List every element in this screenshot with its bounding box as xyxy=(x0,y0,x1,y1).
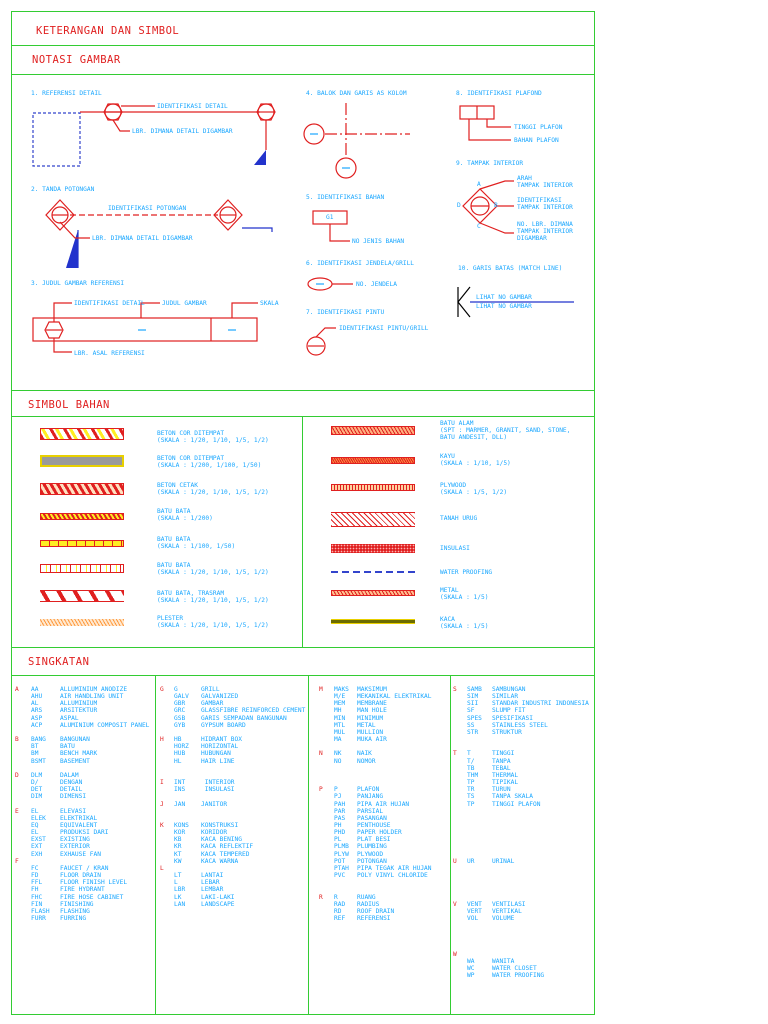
bahan-left-scale: (SKALA : 1/200) xyxy=(157,515,213,522)
singkatan-col3-letters: M N P R xyxy=(319,686,323,901)
bahan-left-name: BATU BATA xyxy=(157,562,191,569)
swatch-plywood xyxy=(331,484,415,491)
match-line-symbol xyxy=(458,287,574,317)
bahan-right-name: PLYWOOD xyxy=(440,482,467,489)
singkatan-col3-codes: MAKS M/E MEM MH MIN MTL MUL MA NK NO P PJ PAH PAR PAS PH PHD PL PLMB PLYW POT PTAH PVC R RAD RD REF xyxy=(334,686,349,922)
singkatan-col1-letters: A B D E F xyxy=(15,686,19,865)
singkatan-col4-letters: S T U V W xyxy=(453,686,457,958)
bahan-right-scale: (SKALA : 1/5, 1/2) xyxy=(440,489,508,496)
bahan-left-name: BATU BATA xyxy=(157,536,191,543)
swatch-plester xyxy=(40,619,124,626)
bahan-right-scale: (SKALA : 1/5) xyxy=(440,623,489,630)
bahan-right-scale2: BATU ANDESIT, DLL) xyxy=(440,434,508,441)
n9-letter-d: D xyxy=(457,202,461,209)
identifikasi-plafond-symbol xyxy=(460,106,511,140)
n2-title: 2. TANDA POTONGAN xyxy=(31,186,95,193)
n3-label-a: IDENTIFIKASI DETAIL xyxy=(74,300,145,307)
swatch-kaca xyxy=(331,619,415,624)
bahan-header: SIMBOL BAHAN xyxy=(28,399,110,411)
swatch-beton-cetak xyxy=(40,483,124,495)
bahan-right-name: METAL xyxy=(440,587,459,594)
bahan-left-scale: (SKALA : 1/200, 1/100, 1/50) xyxy=(157,462,262,469)
n10-label-b: LIHAT NO GAMBAR xyxy=(476,303,532,310)
n3-title: 3. JUDUL GAMBAR REFERENSI xyxy=(31,280,125,287)
bahan-right-name: KAYU xyxy=(440,453,455,460)
bahan-right-scale: (SPT : MARMER, GRANIT, SAND, STONE, xyxy=(440,427,571,434)
bahan-left-name: BETON CETAK xyxy=(157,482,198,489)
n3-label-d: LBR. ASAL REFERENSI xyxy=(74,350,145,357)
n9-label-a2: TAMPAK INTERIOR xyxy=(517,182,573,189)
swatch-bata-100 xyxy=(40,540,124,547)
n3-label-c: SKALA xyxy=(260,300,279,307)
singkatan-col4-codes: SAMB SIM SII SF SPES SS STR T T/ TB THM TP TR TS TP UR VENT VERT VOL WA WC WP xyxy=(467,686,482,980)
n8-title: 8. IDENTIFIKASI PLAFOND xyxy=(456,90,542,97)
swatch-beton-cor xyxy=(40,428,124,440)
n6-label-a: NO. JENDELA xyxy=(356,281,397,288)
n2-label-b: LBR. DIMANA DETAIL DIGAMBAR xyxy=(92,235,193,242)
swatch-trasram xyxy=(40,590,124,602)
swatch-metal xyxy=(331,590,415,596)
bahan-left-name: PLESTER xyxy=(157,615,184,622)
n9-label-b1: IDENTIFIKASI xyxy=(517,197,562,204)
n10-label-a: LIHAT NO GAMBAR xyxy=(476,294,532,301)
n8-label-a: TINGGI PLAFON xyxy=(514,124,563,131)
swatch-waterproof xyxy=(331,571,415,573)
n4-title: 4. BALOK DAN GARIS AS KOLOM xyxy=(306,90,407,97)
identifikasi-pintu-symbol xyxy=(307,328,336,355)
sheet-title: KETERANGAN DAN SIMBOL xyxy=(36,25,180,37)
n9-letter-b: B xyxy=(494,202,498,209)
n9-letter-c: C xyxy=(477,223,481,230)
swatch-tanah xyxy=(331,512,415,527)
swatch-batu-alam xyxy=(331,426,415,435)
bahan-left-scale: (SKALA : 1/20, 1/10, 1/5, 1/2) xyxy=(157,597,269,604)
bahan-left-scale: (SKALA : 1/20, 1/10, 1/5, 1/2) xyxy=(157,437,269,444)
bahan-left-name: BATU BATA xyxy=(157,508,191,515)
singkatan-col1-desc: ALLUMINIUM ANODIZE AIR HANDLING UNIT ALLUMINIUM ARSITEKTUR ASPAL ALUMINIUM COMPOSIT PANEL BANGUNAN BATU BENCH MARK BASEMENT DALAM DENGAN DETAIL DIMENSI ELEVASI ELEKTRIKAL EQUIVALENT PRODUKSI DARI EXISTING EXTERIOR EXHAUSE FAN FAUCET / KRAN FLOOR DRAIN FLOOR FINISH LEVEL FIRE HYDRANT FIRE HOSE CABINET FINISHING FLASHING FURRING xyxy=(60,686,150,922)
n2-label-a: IDENTIFIKASI POTONGAN xyxy=(108,205,187,212)
identifikasi-jendela-symbol xyxy=(308,278,353,290)
n5-label-a: NO JENIS BAHAN xyxy=(352,238,405,245)
swatch-bata-20 xyxy=(40,564,124,573)
n6-title: 6. IDENTIFIKASI JENDELA/GRILL xyxy=(306,260,415,267)
n9-label-a1: ARAH xyxy=(517,175,532,182)
bahan-right-name: INSULASI xyxy=(440,545,470,552)
singkatan-col1-codes: AA AHU AL ARS ASP ACP BANG BT BM BSMT DLM D/ DET DIM EL ELEK EQ EL EXST EXT EXH FC FD FFL FH FHC FIN FLASH FURR xyxy=(31,686,50,922)
bahan-left-scale: (SKALA : 1/100, 1/50) xyxy=(157,543,236,550)
notasi-header: NOTASI GAMBAR xyxy=(32,54,121,66)
singkatan-col2-letters: G H I J K L xyxy=(160,686,164,872)
bahan-left-name: BATU BATA, TRASRAM xyxy=(157,590,225,597)
bahan-right-scale: (SKALA : 1/10, 1/5) xyxy=(440,460,511,467)
bahan-right-scale: (SKALA : 1/5) xyxy=(440,594,489,601)
n7-label-a: IDENTIFIKASI PINTU/GRILL xyxy=(339,325,429,332)
singkatan-col2-desc: GRILL GALVANIZED GAMBAR GLASSFIBRE REINFORCED CEMENT GARIS SEMPADAN BANGUNAN GYPSUM BOARD HIDRANT BOX HORIZONTAL HUBUNGAN HAIR LINE INTERIOR INSULASI JANITOR KONSTRUKSI KORIDOR KACA BENING KACA REFLEKTIF KACA TEMPERED KACA WARNA LANTAI LEBAR LEMBAR LAKI-LAKI LANDSCAPE xyxy=(201,686,306,908)
n5-code: G1 xyxy=(326,214,334,221)
n1-label-b: LBR. DIMANA DETAIL DIGAMBAR xyxy=(132,128,233,135)
bahan-right-name: WATER PROOFING xyxy=(440,569,493,576)
swatch-beton-gray xyxy=(40,455,124,467)
n9-label-c2: TAMPAK INTERIOR xyxy=(517,228,573,235)
n5-title: 5. IDENTIFIKASI BAHAN xyxy=(306,194,385,201)
singkatan-col4-desc: SAMBUNGAN SIMILAR STANDAR INDUSTRI INDONESIA SLUMP FIT SPESIFIKASI STAINLESS STEEL STRUKTUR TINGGI TANPA TEBAL THERMAL TIPIKAL TURUN TANPA SKALA TINGGI PLAFON URINAL VENTILASI VERTIKAL VOLUME WANITA WATER CLOSET WATER PROOFING xyxy=(492,686,589,980)
n1-title: 1. REFERENSI DETAIL xyxy=(31,90,102,97)
bahan-left-name: BETON COR DITEMPAT xyxy=(157,430,225,437)
swatch-bata-200 xyxy=(40,513,124,520)
referensi-detail-symbol xyxy=(33,104,275,166)
bahan-left-scale: (SKALA : 1/20, 1/10, 1/5, 1/2) xyxy=(157,622,269,629)
bahan-right-name: KACA xyxy=(440,616,455,623)
judul-gambar-symbol xyxy=(33,303,258,352)
n9-label-b2: TAMPAK INTERIOR xyxy=(517,204,573,211)
bahan-right-name: TANAH URUG xyxy=(440,515,478,522)
n1-label-a: IDENTIFIKASI DETAIL xyxy=(157,103,228,110)
n9-label-c3: DIGAMBAR xyxy=(517,235,547,242)
bahan-left-scale: (SKALA : 1/20, 1/10, 1/5, 1/2) xyxy=(157,569,269,576)
singkatan-col3-desc: MAKSIMUM MEKANIKAL ELEKTRIKAL MEMBRANE MAN HOLE MINIMUM METAL MULLION MUKA AIR NAIK NOMOR PLAFON PANJANG PIPA AIR HUJAN PARSIAL PASANGAN PENTHOUSE PAPER HOLDER PLAT BESI PLUMBING PLYWOOD POTONGAN PIPA TEGAK AIR HUJAN POLY VINYL CHLORIDE RUANG RADIUS ROOF DRAIN REFERENSI xyxy=(357,686,432,922)
balok-garis-as-symbol xyxy=(304,103,410,178)
n8-label-b: BAHAN PLAFON xyxy=(514,137,559,144)
swatch-insulasi xyxy=(331,544,415,553)
swatch-kayu xyxy=(331,457,415,464)
singkatan-header: SINGKATAN xyxy=(28,656,90,668)
singkatan-col2-codes: G GALV GBR GRC GSB GYB HB HORZ HUB HL INT INS JAN KONS KOR KB KR KT KW LT L LBR LK LAN xyxy=(174,686,189,908)
n9-label-c1: NO. LBR. DIMANA xyxy=(517,221,573,228)
bahan-right-name: BATU ALAM xyxy=(440,420,474,427)
n9-letter-a: A xyxy=(477,181,481,188)
n7-title: 7. IDENTIFIKASI PINTU xyxy=(306,309,385,316)
n9-title: 9. TAMPAK INTERIOR xyxy=(456,160,524,167)
n10-title: 10. GARIS BATAS (MATCH LINE) xyxy=(458,265,563,272)
n3-label-b: JUDUL GAMBAR xyxy=(162,300,207,307)
bahan-left-scale: (SKALA : 1/20, 1/10, 1/5, 1/2) xyxy=(157,489,269,496)
tampak-interior-symbol xyxy=(463,181,514,233)
bahan-left-name: BETON COR DITEMPAT xyxy=(157,455,225,462)
